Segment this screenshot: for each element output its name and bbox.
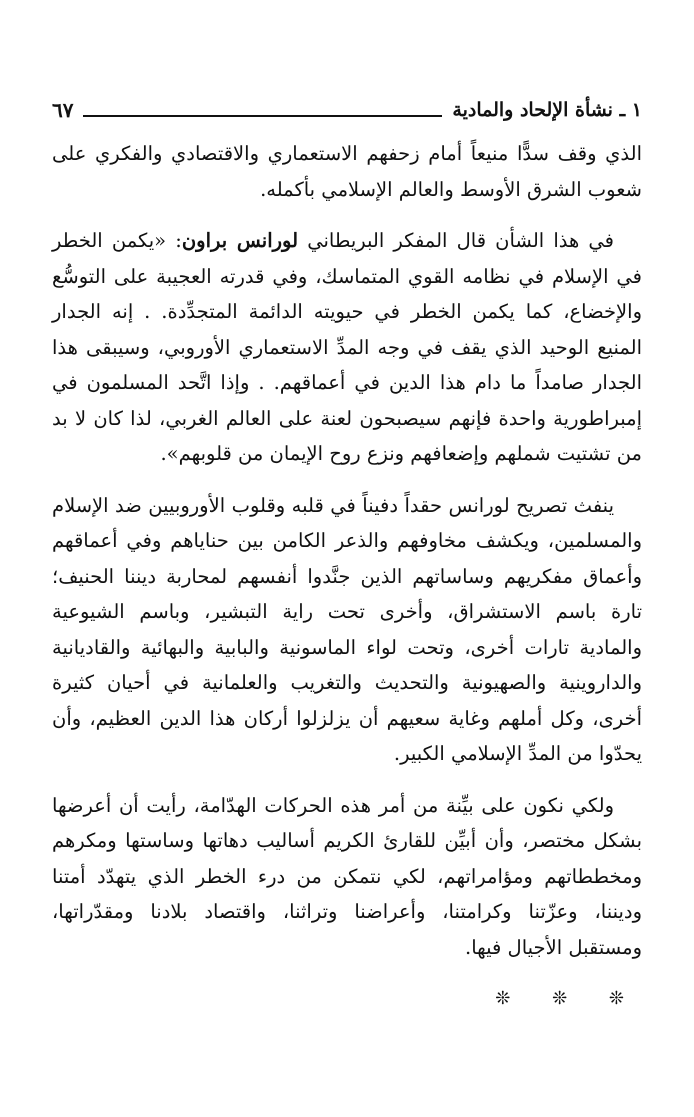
running-header <box>52 88 642 122</box>
paragraph-2 <box>52 223 642 472</box>
section-break-ornament: ❊ ❊ ❊ <box>495 988 642 1009</box>
book-page <box>52 88 642 1077</box>
author-name: لورانس براون <box>181 229 299 252</box>
header-rule <box>83 115 442 117</box>
chapter-title: ١ ـ نشأة الإلحاد والمادية <box>452 99 642 121</box>
paragraph-2-intro: في هذا الشأن قال المفكر البريطاني <box>298 229 614 252</box>
paragraph-4: ولكي نكون على بيِّنة من أمر هذه الحركات الهدّامة، رأيت أن أعرضها بشكل مختصر، وأن أبيِّن للقارئ الكريم أساليب دهاتها وساستها ومكرهم ومخططاتهم ومؤامراتهم، لكي نتمكن من درء الخطر الذي يتهدّد أمتنا وديننا، وعزّتنا وكرامتنا، وأعراضنا وتراثنا، واقتصاد بلادنا ومقدّراتها، ومستقبل الأجيال فيها. <box>52 793 642 959</box>
quote-text: : «يكمن الخطر في الإسلام في نظامه القوي المتماسك، وفي قدرته العجيبة على التوسُّع والإخضاع، كما يكمن الخطر في حيويته الدائمة المتجدِّدة. . إنه الجدار المنيع الوحيد الذي يقف في وجه المدِّ الاستعماري الأوروبي، وسيبقى هذا الجدار صامداً ما دام هذا الدين في أعماقهم. . وإذا اتَّحد المسلمون في إمبراطورية واحدة فإنهم سيصبحون لعنة على العالم الغربي، لذا كان لا بد من تشتيت شملهم وإضعافهم ونزع روح الإيمان من قلوبهم». <box>52 229 642 465</box>
page-number: ٦٧ <box>52 98 74 122</box>
paragraph-1: الذي وقف سدًّا منيعاً أمام زحفهم الاستعماري والاقتصادي والفكري على شعوب الشرق الأوسط والعالم الإسلامي بأكمله. <box>52 142 642 201</box>
body-text <box>52 136 642 1017</box>
paragraph-3: ينفث تصريح لورانس حقداً دفيناً في قلبه وقلوب الأوروبيين ضد الإسلام والمسلمين، ويكشف مخاوفهم والذعر الكامن بين حناياهم وفي أعماقهم وأعماق مفكريهم وساساتهم الذين جنَّدوا أنفسهم لمحاربة ديننا الحنيف؛ تارة باسم الاستشراق، وأخرى تحت راية التبشير، وباسم الشيوعية والمادية تارات أخرى، وتحت لواء الماسونية والبابية والبهائية والقاديانية والداروينية والصهيونية والتحديث والتغريب والعلمانية في أحيان كثيرة أخرى، وكل أملهم وغاية سعيهم أن يزلزلوا أركان هذا الدين العظيم، وأن يحدّوا من المدِّ الإسلامي الكبير. <box>52 493 642 765</box>
